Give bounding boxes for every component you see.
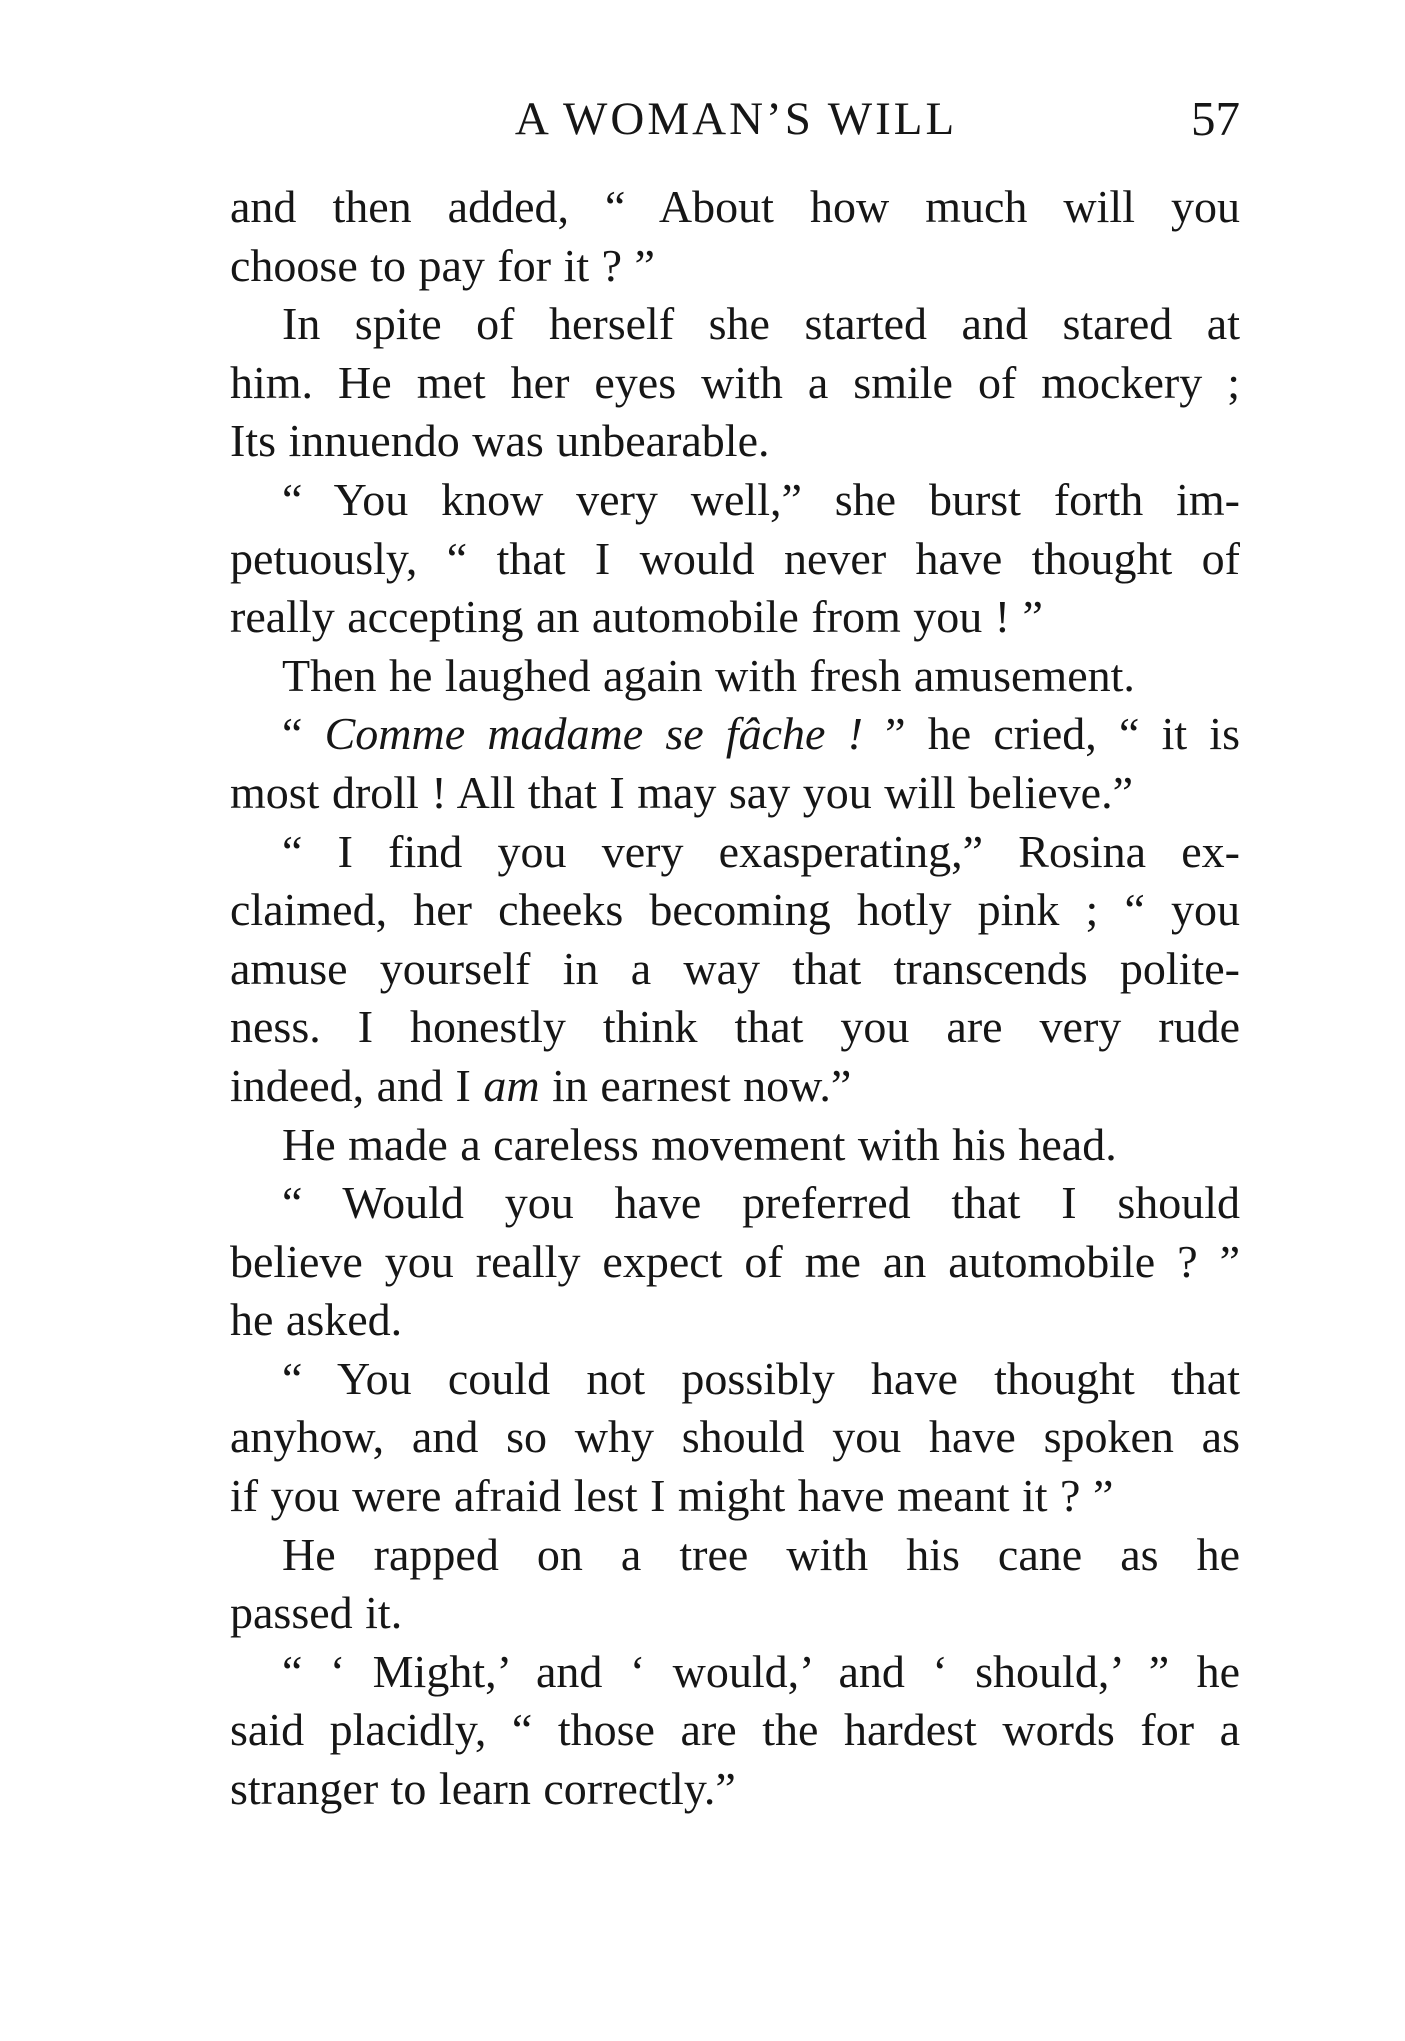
text-line: He rapped on a tree with his cane as he xyxy=(282,1528,1240,1580)
text-line: indeed, and I am in earnest now.” xyxy=(230,1059,852,1111)
text-line: “ You could not possibly have thought that xyxy=(282,1352,1240,1404)
page-header xyxy=(232,84,1240,154)
page-number: 57 xyxy=(1191,91,1240,146)
text-line: anyhow, and so why should you have spoken as xyxy=(230,1411,1240,1463)
text-line: ness. I honestly think that you are very rude xyxy=(230,1001,1240,1053)
text-line: believe you really expect of me an automobile ? ” xyxy=(230,1235,1240,1287)
text-line: petuously, “ that I would never have thought of xyxy=(230,532,1240,584)
text-line: “ ‘ Might,’ and ‘ would,’ and ‘ should,’ ” he xyxy=(282,1645,1240,1697)
text-line: “ You know very well,” she burst forth im- xyxy=(282,473,1240,525)
text-line: really accepting an automobile from you ! ” xyxy=(230,591,1043,643)
text-line: passed it. xyxy=(230,1587,403,1639)
text-line: claimed, her cheeks becoming hotly pink ; “ you xyxy=(230,884,1240,936)
text-line: he asked. xyxy=(230,1294,403,1346)
running-title: A WOMAN’S WILL xyxy=(514,93,958,145)
text-line: “ I find you very exasperating,” Rosina ex- xyxy=(282,825,1240,877)
text-line: amuse yourself in a way that transcends polite- xyxy=(230,942,1240,994)
text-line: He made a careless movement with his head. xyxy=(282,1118,1117,1170)
text-line: Its innuendo was unbearable. xyxy=(230,415,770,467)
body-text xyxy=(230,178,1240,1819)
text-line: said placidly, “ those are the hardest words for a xyxy=(230,1704,1240,1756)
text-line: if you were afraid lest I might have meant it ? ” xyxy=(230,1470,1114,1522)
text-line: choose to pay for it ? ” xyxy=(230,239,655,291)
text-line: him. He met her eyes with a smile of mockery ; xyxy=(230,356,1240,408)
text-line: stranger to learn correctly.” xyxy=(230,1763,736,1815)
text-line: “ Would you have preferred that I should xyxy=(282,1177,1240,1229)
text-line: most droll ! All that I may say you will believe.” xyxy=(230,766,1134,818)
text-line: Then he laughed again with fresh amusement. xyxy=(282,649,1135,701)
text-line: “ Comme madame se fâche ! ” he cried, “ it is xyxy=(282,708,1240,760)
text-line: and then added, “ About how much will you xyxy=(230,181,1240,232)
text-line: In spite of herself she started and stared at xyxy=(282,298,1240,350)
